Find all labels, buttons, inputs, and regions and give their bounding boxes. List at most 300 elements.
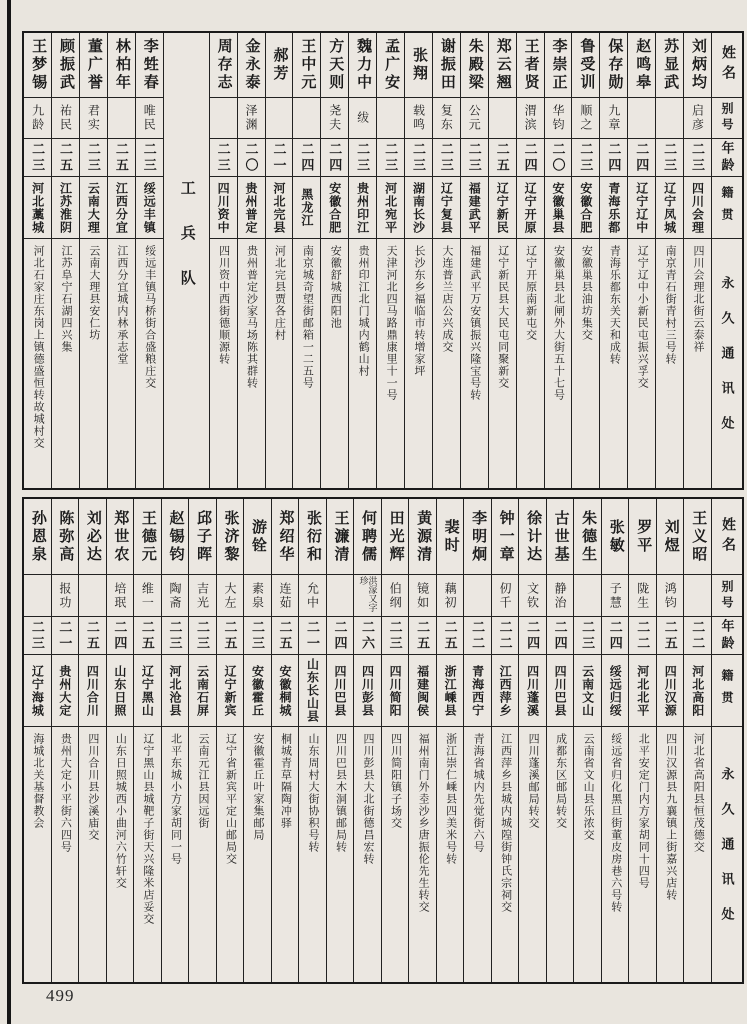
- entry-alias: 子慧: [608, 581, 623, 610]
- entry-age-cell: [602, 617, 629, 655]
- entry-age-cell: [656, 139, 683, 177]
- entry-native-cell: [80, 177, 107, 239]
- entry-column: [683, 33, 711, 488]
- entry-alias: 陇生: [635, 581, 650, 610]
- entry-name: 朱殿梁: [466, 38, 483, 92]
- entry-name-cell: [217, 499, 244, 575]
- entry-age-cell: [299, 617, 326, 655]
- header-label-name: 姓名: [720, 45, 735, 85]
- entry-alias-cell: [519, 575, 546, 617]
- entry-age-cell: [572, 139, 599, 177]
- entry-age-cell: [321, 139, 348, 177]
- entry-name-cell: [354, 499, 381, 575]
- entry-name-cell: [136, 33, 163, 98]
- entry-name: 陈弥高: [57, 509, 74, 564]
- entry-addr-cell: [266, 239, 293, 488]
- entry-name-cell: [574, 499, 601, 575]
- entry-age-cell: [657, 617, 684, 655]
- entry-native: 河北高阳: [690, 664, 705, 717]
- entry-alias-cell: [272, 575, 299, 617]
- entry-age: 二三: [438, 141, 454, 174]
- entry-name: 李明炯: [470, 509, 487, 564]
- entry-column: [135, 33, 163, 488]
- entry-column: [573, 499, 601, 982]
- entry-addr-cell: [321, 239, 348, 488]
- entry-age: 二一: [305, 619, 321, 652]
- entry-column: [655, 33, 683, 488]
- entry-name-cell: [162, 499, 189, 575]
- entry-native: 绥远丰镇: [142, 181, 157, 234]
- entry-addr: 大连普兰店公兴成交: [440, 245, 453, 353]
- entry-column: [292, 33, 320, 488]
- entry-column: [488, 33, 516, 488]
- entry-name-cell: [107, 499, 134, 575]
- entry-addr: 海城北关基督教会: [31, 733, 44, 829]
- entry-alias-cell: [657, 575, 684, 617]
- entry-addr-cell: [354, 727, 381, 982]
- entry-native: 青海乐都: [606, 181, 621, 234]
- entry-addr-cell: [238, 239, 265, 488]
- entry-native-cell: [657, 655, 684, 727]
- entry-addr: 成都东区邮局转交: [554, 733, 567, 829]
- entry-alias-cell: [108, 98, 135, 139]
- entry-age-cell: [136, 139, 163, 177]
- header-label-native: 籍贯: [720, 668, 734, 713]
- entry-alias-cell: [244, 575, 271, 617]
- entry-native: 贵州大定: [57, 664, 72, 717]
- entry-addr-cell: [628, 239, 655, 488]
- entry-alias-cell: [327, 575, 354, 617]
- entry-addr: 四川简阳镇子场交: [389, 733, 402, 829]
- entry-addr: 浙江崇仁嵊县四美米号转: [444, 733, 457, 865]
- entry-name-cell: [489, 33, 516, 98]
- entry-name-cell: [327, 499, 354, 575]
- entry-native: 青海西宁: [470, 664, 485, 717]
- entry-addr: 绥远丰镇马桥街合盛粮庄交: [143, 245, 156, 389]
- entry-native-cell: [24, 655, 51, 727]
- entry-native-cell: [684, 177, 711, 239]
- entry-name: 张衍和: [305, 509, 322, 564]
- entry-alias-cell: [684, 98, 711, 139]
- entry-addr-cell: [299, 727, 326, 982]
- entry-alias: 九龄: [30, 104, 45, 132]
- entry-addr: 辽宁黑山县城靶子街天兴隆米店妥交: [141, 733, 154, 925]
- entry-native-cell: [628, 177, 655, 239]
- entry-native-cell: [136, 177, 163, 239]
- entry-native: 福建闽侯: [415, 664, 430, 717]
- entry-alias-cell: [405, 98, 432, 139]
- entry-age-cell: [24, 617, 51, 655]
- entry-name: 何聘儒: [360, 509, 377, 564]
- entry-addr-cell: [217, 727, 244, 982]
- entry-age: 二五: [277, 619, 293, 652]
- entry-age: 二〇: [243, 141, 259, 174]
- entry-native-cell: [321, 177, 348, 239]
- entry-native: 四川简阳: [388, 664, 403, 717]
- entry-column: [188, 499, 216, 982]
- entry-name: 游铨: [249, 518, 266, 555]
- entry-alias: 绂: [355, 111, 370, 125]
- entry-column: [463, 499, 491, 982]
- entry-native: 四川汉源: [663, 664, 678, 717]
- entry-native-cell: [382, 655, 409, 727]
- entry-age: 二五: [415, 619, 431, 652]
- entry-name: 钟一章: [497, 509, 514, 564]
- entry-native: 湖南长沙: [411, 181, 426, 234]
- entry-alias-cell: [321, 98, 348, 139]
- entry-age-cell: [517, 139, 544, 177]
- entry-age-cell: [217, 617, 244, 655]
- entry-alias-cell: [517, 98, 544, 139]
- entry-alias: 鸿钧: [663, 581, 678, 610]
- entry-native: 辽宁辽中: [634, 181, 649, 234]
- entry-column: [628, 499, 656, 982]
- entry-native: 辽宁复县: [439, 181, 454, 234]
- entry-alias-cell: [210, 98, 237, 139]
- entry-native-cell: [572, 177, 599, 239]
- entry-age: 二四: [327, 141, 343, 174]
- entry-age: 二五: [222, 619, 238, 652]
- entry-age: 二三: [466, 141, 482, 174]
- entry-native: 辽宁新宾: [222, 664, 237, 717]
- entry-name: 赵锡钧: [167, 509, 184, 564]
- entry-age-cell: [545, 139, 572, 177]
- entry-age-cell: [433, 139, 460, 177]
- entry-column: [320, 33, 348, 488]
- entry-name-cell: [266, 33, 293, 98]
- entry-addr: 四川蓬溪邮局转交: [527, 733, 540, 829]
- entry-addr-cell: [24, 239, 51, 488]
- entry-age: 二一: [271, 141, 287, 174]
- entry-name-cell: [382, 499, 409, 575]
- entry-column: [601, 499, 629, 982]
- entry-alias-cell: [354, 575, 381, 617]
- entry-addr: 北平安定门内方家胡同十四号: [637, 733, 650, 889]
- entry-alias-cell: [79, 575, 106, 617]
- entry-alias-cell: [489, 98, 516, 139]
- entry-age: 二〇: [550, 141, 566, 174]
- entry-alias: 启彦: [690, 104, 705, 132]
- entry-age-cell: [409, 617, 436, 655]
- header-label-age: 年龄: [719, 140, 735, 175]
- entry-age-cell: [405, 139, 432, 177]
- entry-alias-cell: [349, 98, 376, 139]
- entry-name-cell: [272, 499, 299, 575]
- entry-addr-cell: [189, 727, 216, 982]
- entry-native-cell: [464, 655, 491, 727]
- entry-age: 二五: [113, 141, 129, 174]
- entry-name: 王中元: [299, 38, 316, 92]
- entry-native-cell: [134, 655, 161, 727]
- entry-name: 裴时: [442, 518, 459, 555]
- entry-column: [298, 499, 326, 982]
- entry-native: 安徽桐城: [278, 664, 292, 717]
- entry-age-cell: [519, 617, 546, 655]
- entry-name: 王濂清: [332, 509, 349, 564]
- entry-name-cell: [657, 499, 684, 575]
- entry-age: 二四: [607, 619, 623, 652]
- entry-age-cell: [162, 617, 189, 655]
- entry-age: 二二: [690, 619, 706, 652]
- entry-alias: 镜如: [415, 581, 430, 610]
- entry-alias: 泽渊: [244, 104, 259, 132]
- entry-name-cell: [24, 499, 51, 575]
- entry-addr-cell: [517, 239, 544, 488]
- entry-addr-cell: [572, 239, 599, 488]
- entry-addr: 南京城奇望街邮箱一二五号: [301, 245, 314, 389]
- page-number: 499: [46, 986, 75, 1005]
- entry-alias-cell: [545, 98, 572, 139]
- entry-addr: 四川会理北街云泰祥: [692, 245, 705, 353]
- entry-native-cell: [210, 177, 237, 239]
- entry-name: 朱德生: [580, 509, 597, 564]
- header-cell-native: [712, 655, 742, 727]
- entry-addr-cell: [272, 727, 299, 982]
- entry-age: 二三: [215, 141, 231, 174]
- entry-native: 安徽霍丘: [250, 664, 265, 717]
- entry-column: [432, 33, 460, 488]
- entry-addr-cell: [464, 727, 491, 982]
- entry-name-cell: [24, 33, 51, 98]
- entry-column: [627, 33, 655, 488]
- entry-native-cell: [79, 655, 106, 727]
- entry-alias: 静治: [553, 581, 568, 610]
- entry-age-cell: [684, 617, 711, 655]
- entry-alias-cell: [162, 575, 189, 617]
- entry-name-cell: [461, 33, 488, 98]
- entry-name: 董广誉: [85, 38, 102, 92]
- entry-alias: 吉光: [195, 581, 210, 610]
- entry-addr-cell: [24, 727, 51, 982]
- entry-age: 二二: [497, 619, 513, 652]
- entry-column: [78, 499, 106, 982]
- entry-name-cell: [377, 33, 404, 98]
- entry-addr: 青海乐都东关天和成转: [608, 245, 621, 365]
- entry-addr-cell: [437, 727, 464, 982]
- entry-addr-cell: [79, 727, 106, 982]
- entry-name-cell: [684, 33, 711, 98]
- entry-age: 二四: [332, 619, 348, 652]
- entry-name: 邱子晖: [194, 509, 211, 564]
- entry-native-cell: [24, 177, 51, 239]
- entry-name-cell: [321, 33, 348, 98]
- entry-column: [404, 33, 432, 488]
- entry-addr: 山东日照城西小曲河六竹轩交: [114, 733, 127, 889]
- entry-name: 田光辉: [387, 509, 404, 564]
- entry-name-cell: [629, 499, 656, 575]
- entry-native-cell: [433, 177, 460, 239]
- entry-age-cell: [437, 617, 464, 655]
- entry-alias-cell: [574, 575, 601, 617]
- entry-name: 黄源清: [415, 509, 432, 564]
- entry-column: [106, 499, 134, 982]
- entry-native-cell: [162, 655, 189, 727]
- entry-age: 二五: [139, 619, 155, 652]
- entry-addr: 辽宁开原南新屯交: [524, 245, 537, 341]
- entry-addr-cell: [349, 239, 376, 488]
- entry-name-cell: [238, 33, 265, 98]
- entry-native: 四川合川: [85, 664, 100, 717]
- entry-addr: 安徽霍丘叶家集邮局: [251, 733, 264, 841]
- entry-addr-cell: [600, 239, 627, 488]
- entry-addr: 安徽巢县北闸外大街五十七号: [552, 245, 565, 401]
- entry-alias-cell: [433, 98, 460, 139]
- entry-native: 四川巴县: [553, 664, 568, 717]
- entry-age-cell: [293, 139, 320, 177]
- entry-native-cell: [377, 177, 404, 239]
- entry-name: 郝芳: [271, 47, 288, 83]
- entry-age-cell: [684, 139, 711, 177]
- entry-addr: 贵州普定沙家马场陈其群转: [245, 245, 258, 389]
- entry-native-cell: [354, 655, 381, 727]
- entry-addr: 南京青石街青村三号转: [664, 245, 677, 365]
- entry-name-cell: [433, 33, 460, 98]
- entry-addr-cell: [684, 727, 711, 982]
- entry-alias-cell: [299, 575, 326, 617]
- entry-name-cell: [405, 33, 432, 98]
- entry-addr-cell: [382, 727, 409, 982]
- entry-column: [51, 499, 79, 982]
- entry-addr: 福建武平万安镇振兴隆宝号转: [468, 245, 481, 401]
- entry-column: [243, 499, 271, 982]
- entry-age: 二四: [522, 141, 538, 174]
- entry-addr: 江西分宜城内林承志堂: [115, 245, 128, 365]
- entry-native-cell: [244, 655, 271, 727]
- entry-addr-cell: [657, 727, 684, 982]
- entry-alias: 陶斋: [167, 581, 182, 610]
- entry-addr: 云南大理县安仁坊: [87, 245, 100, 341]
- entry-native-cell: [108, 177, 135, 239]
- entry-alias: 仞千: [498, 581, 513, 610]
- entry-alias-cell: [189, 575, 216, 617]
- entry-native: 黑龙江: [299, 188, 314, 227]
- entry-native-cell: [238, 177, 265, 239]
- entry-native-cell: [545, 177, 572, 239]
- entry-name-cell: [464, 499, 491, 575]
- entry-addr: 长沙东乡福临市转增家坪: [412, 245, 425, 377]
- entry-name-cell: [349, 33, 376, 98]
- entry-column: [271, 499, 299, 982]
- entry-native: 辽宁黑山: [140, 664, 155, 717]
- entry-name-cell: [519, 499, 546, 575]
- entry-age: 二二: [635, 619, 651, 652]
- entry-age-cell: [492, 617, 519, 655]
- entry-addr-cell: [492, 727, 519, 982]
- entry-column: [107, 33, 135, 488]
- entry-name: 孙恩泉: [29, 509, 46, 564]
- entry-age-cell: [134, 617, 161, 655]
- entry-name-cell: [684, 499, 711, 575]
- entry-native: 安徽巢县: [551, 181, 566, 234]
- entry-alias-cell: [437, 575, 464, 617]
- entry-column: [161, 499, 189, 982]
- entry-addr: 云南元江县因远街: [196, 733, 209, 829]
- entry-native-cell: [492, 655, 519, 727]
- entry-addr: 北平东城小方家胡同一号: [169, 733, 182, 865]
- entry-addr: 天津河北四马路鼎康里十一号: [385, 245, 398, 401]
- entry-addr: 安徽舒城西阳池: [329, 245, 342, 329]
- entry-native-cell: [437, 655, 464, 727]
- entry-age-cell: [79, 617, 106, 655]
- entry-native: 江西萍乡: [498, 664, 513, 717]
- entry-native: 福建武平: [467, 181, 482, 234]
- entry-native: 云南文山: [580, 664, 595, 717]
- row-header-column: [711, 33, 742, 488]
- entry-column: [133, 499, 161, 982]
- entry-native-cell: [189, 655, 216, 727]
- entry-column: [599, 33, 627, 488]
- header-label-age: 年龄: [719, 618, 735, 653]
- entry-addr-cell: [134, 727, 161, 982]
- entry-addr-cell: [244, 727, 271, 982]
- entry-alias-cell: [52, 98, 79, 139]
- entry-addr: 四川巴县木洞镇邮局转: [334, 733, 347, 853]
- entry-addr: 河北省高阳县恒茂德交: [692, 733, 705, 853]
- entry-native: 四川资中: [216, 181, 231, 234]
- entry-alias-cell: [628, 98, 655, 139]
- entry-age: 二五: [494, 141, 510, 174]
- entry-name-cell: [547, 499, 574, 575]
- entry-addr: 辽宁新民县大民屯同聚新交: [496, 245, 509, 389]
- entry-addr: 贵州大定小平街六四号: [59, 733, 72, 853]
- entry-age: 二四: [552, 619, 568, 652]
- entry-native-cell: [656, 177, 683, 239]
- entry-alias-cell: [293, 98, 320, 139]
- entry-age: 二三: [167, 619, 183, 652]
- entry-addr: 四川彭县大北街德昌宏转: [362, 733, 375, 865]
- entry-native: 山东日照: [112, 664, 127, 717]
- entry-name-cell: [517, 33, 544, 98]
- entry-name: 张翔: [410, 47, 427, 83]
- entry-age-cell: [354, 617, 381, 655]
- entry-native: 辽宁开原: [523, 181, 538, 234]
- entry-name: 魏力中: [355, 38, 372, 92]
- entry-age: 二三: [85, 141, 101, 174]
- entry-addr-cell: [574, 727, 601, 982]
- header-cell-alias: [712, 575, 742, 617]
- header-label-name: 姓名: [720, 516, 735, 557]
- entry-name: 顾振武: [58, 38, 75, 92]
- entry-name-cell: [545, 33, 572, 98]
- entry-alias: 渭滨: [523, 104, 538, 132]
- entry-alias: 尧夫: [327, 104, 342, 132]
- entry-addr-cell: [80, 239, 107, 488]
- entry-age-cell: [266, 139, 293, 177]
- entry-addr-cell: [433, 239, 460, 488]
- entry-alias: 连茹: [278, 581, 292, 610]
- row-header-column: [711, 499, 742, 982]
- entry-age: 二三: [30, 141, 46, 174]
- entry-native-cell: [272, 655, 299, 727]
- entry-alias: 允中: [305, 581, 320, 610]
- entry-addr-cell: [602, 727, 629, 982]
- entry-addr: 江西萍乡县城内城隍街钟氏宗祠交: [499, 733, 512, 913]
- entry-age: 二四: [634, 141, 650, 174]
- entry-addr: 四川资中西街德顺源转: [217, 245, 230, 365]
- entry-name-cell: [602, 499, 629, 575]
- header-cell-address: [712, 727, 742, 982]
- entry-name: 古世基: [552, 509, 569, 564]
- entry-name-cell: [244, 499, 271, 575]
- entry-alias-cell: [547, 575, 574, 617]
- entry-name-cell: [437, 499, 464, 575]
- entry-alias-cell: [52, 575, 79, 617]
- entry-addr-cell: [210, 239, 237, 488]
- entry-name: 王者贤: [522, 38, 539, 92]
- entry-native: 四川巴县: [333, 664, 348, 717]
- entry-addr-cell: [52, 239, 79, 488]
- entry-alias-cell: [602, 575, 629, 617]
